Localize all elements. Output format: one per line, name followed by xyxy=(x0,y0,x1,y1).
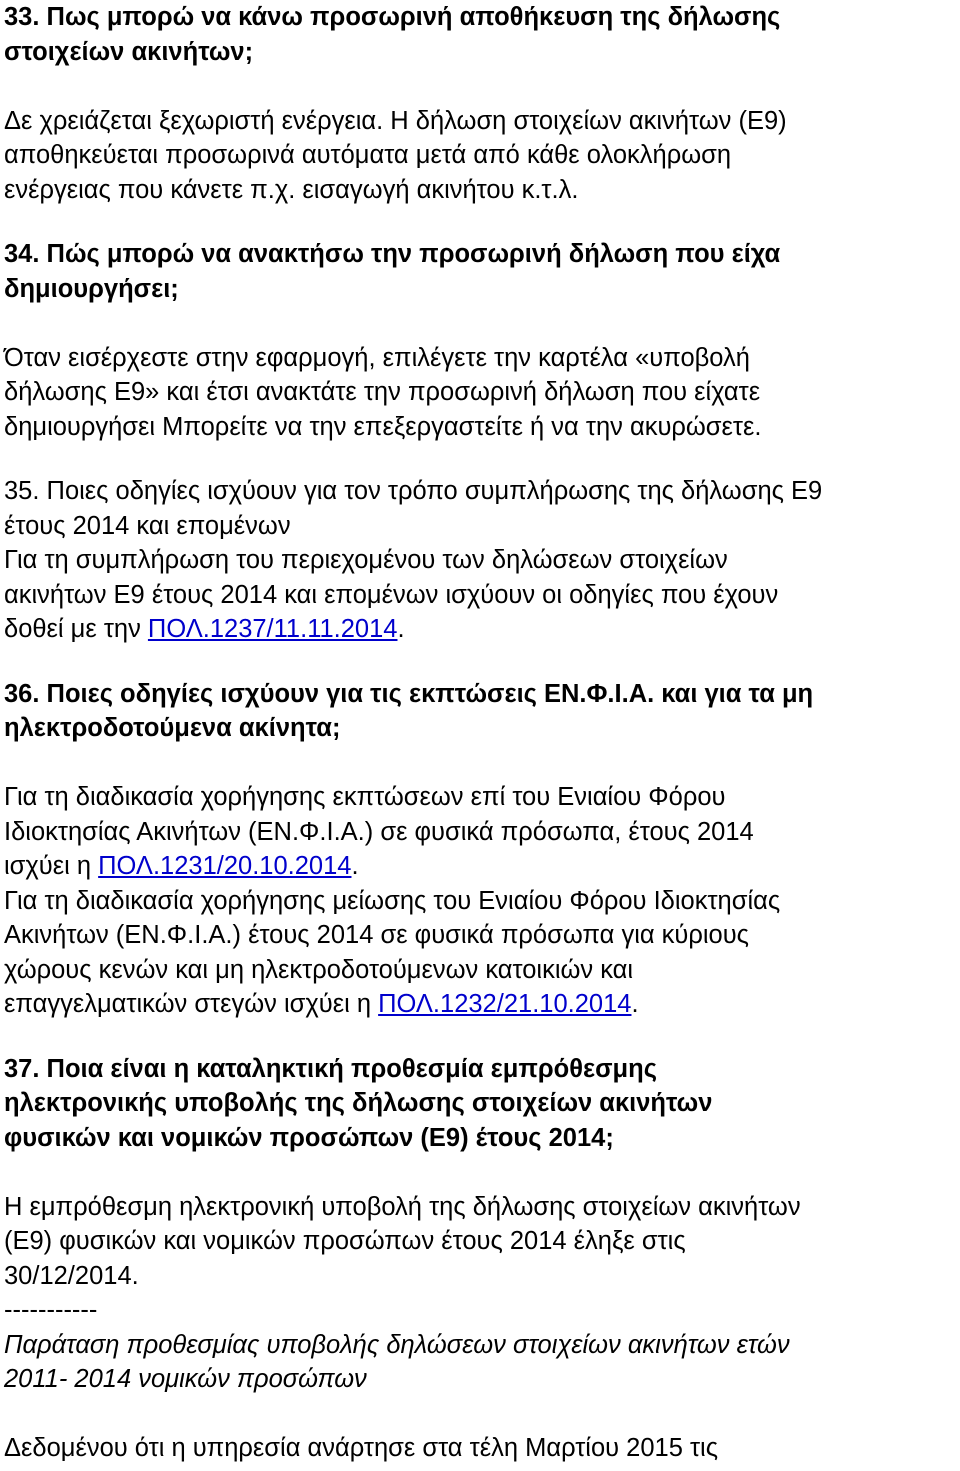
faq-33-question xyxy=(4,0,960,69)
faq-33-question-line-2: στοιχείων ακινήτων; xyxy=(4,37,254,66)
faq-37-question xyxy=(4,1052,960,1156)
faq-37-answer-line-2: (Ε9) φυσικών και νομικών προσώπων έτους 2014 έληξε στις xyxy=(4,1227,686,1255)
faq-35-question xyxy=(4,474,960,543)
faq-33-question-line-1: 33. Πως μπορώ να κάνω προσωρινή αποθήκευση της δήλωσης xyxy=(4,3,781,31)
faq-35-answer-line-3-end: . xyxy=(397,615,405,643)
faq-34 xyxy=(4,237,960,444)
faq-35-answer-line-2: ακινήτων Ε9 έτους 2014 και επομένων ισχύουν οι οδηγίες που έχουν xyxy=(4,580,779,609)
faq-37-question-line-2: ηλεκτρονικής υποβολής της δήλωσης στοιχείων ακινήτων xyxy=(4,1089,713,1117)
faq-36-answer-line-4: Για τη διαδικασία χορήγησης μείωσης του Ενιαίου Φόρου Ιδιοκτησίας xyxy=(4,886,781,915)
faq-37-question-line-1: 37. Ποια είναι η καταληκτική προθεσμία εμπρόθεσμης xyxy=(4,1054,657,1083)
extension-note-line-1: Παράταση προθεσμίας υποβολής δηλώσεων στοιχείων ακινήτων ετών xyxy=(4,1330,790,1359)
faq-36 xyxy=(4,677,960,1022)
faq-37-answer-line-1: Η εμπρόθεσμη ηλεκτρονική υποβολή της δήλωσης στοιχείων ακινήτων xyxy=(4,1192,801,1221)
faq-36-answer-line-2: Ιδιοκτησίας Ακινήτων (ΕΝ.Φ.Ι.Α.) σε φυσικά πρόσωπα, έτους 2014 xyxy=(4,817,754,846)
faq-33-answer-line-3: ενέργειας που κάνετε π.χ. εισαγωγή ακινήτου κ.τ.λ. xyxy=(4,175,579,204)
pol-1231-link[interactable]: ΠΟΛ.1231/20.10.2014 xyxy=(98,852,352,880)
faq-36-answer-line-6: χώρους κενών και μη ηλεκτροδοτούμενων κατοικιών και xyxy=(4,955,634,984)
faq-36-answer-line-5: Ακινήτων (ΕΝ.Φ.Ι.Α.) έτους 2014 σε φυσικά πρόσωπα για κύριους xyxy=(4,921,749,949)
faq-36-answer xyxy=(4,780,960,1022)
faq-35-question-line-1: 35. Ποιες οδηγίες ισχύουν για τον τρόπο συμπλήρωσης της δήλωσης Ε9 xyxy=(4,477,823,505)
faq-34-question xyxy=(4,237,960,306)
faq-37-answer xyxy=(4,1190,960,1328)
faq-35-answer-line-3-text: δοθεί με την xyxy=(4,615,148,643)
extension-note-line-2: 2011- 2014 νομικών προσώπων xyxy=(4,1365,367,1393)
faq-36-answer-line-7-text: επαγγελματικών στεγών ισχύει η xyxy=(4,990,379,1018)
extension-note xyxy=(4,1328,960,1397)
faq-34-answer-line-3: δημιουργήσει Μπορείτε να την επεξεργαστείτε ή να την ακυρώσετε. xyxy=(4,412,762,441)
faq-34-answer-line-1: Όταν εισέρχεστε στην εφαρμογή, επιλέγετε την καρτέλα «υποβολή xyxy=(4,343,750,372)
closing-paragraph xyxy=(4,1431,960,1466)
faq-36-answer-line-3-text: ισχύει η xyxy=(4,852,99,880)
faq-34-answer-line-2: δήλωσης Ε9» και έτσι ανακτάτε την προσωρινή δήλωση που είχατε xyxy=(4,378,761,406)
section-divider: ----------- xyxy=(4,1296,98,1324)
faq-33 xyxy=(4,0,960,207)
faq-36-question-line-2: ηλεκτροδοτούμενα ακίνητα; xyxy=(4,714,341,742)
faq-37-question-line-3: φυσικών και νομικών προσώπων (Ε9) έτους 2014; xyxy=(4,1123,614,1152)
closing-paragraph-line-1: Δεδομένου ότι η υπηρεσία ανάρτησε στα τέλη Μαρτίου 2015 τις xyxy=(4,1434,719,1462)
faq-35-answer xyxy=(4,543,960,647)
pol-1237-link[interactable]: ΠΟΛ.1237/11.11.2014 xyxy=(147,615,398,643)
faq-35-question-line-2: έτους 2014 και επομένων xyxy=(4,511,291,540)
pol-1232-link[interactable]: ΠΟΛ.1232/21.10.2014 xyxy=(378,990,632,1018)
faq-37 xyxy=(4,1052,960,1466)
faq-33-answer-line-2: αποθηκεύεται προσωρινά αυτόματα μετά από κάθε ολοκλήρωση xyxy=(4,141,732,169)
faq-33-answer-line-1: Δε χρειάζεται ξεχωριστή ενέργεια. Η δήλωση στοιχείων ακινήτων (Ε9) xyxy=(4,106,787,135)
faq-36-question xyxy=(4,677,960,746)
faq-35-answer-line-1: Για τη συμπλήρωση του περιεχομένου των δηλώσεων στοιχείων xyxy=(4,546,728,574)
faq-36-answer-line-7-end: . xyxy=(631,990,639,1018)
faq-36-answer-line-1: Για τη διαδικασία χορήγησης εκπτώσεων επί του Ενιαίου Φόρου xyxy=(4,783,726,811)
faq-33-answer xyxy=(4,104,960,208)
faq-34-answer xyxy=(4,341,960,445)
faq-36-answer-line-3-end: . xyxy=(351,852,359,880)
faq-37-answer-line-3: 30/12/2014. xyxy=(4,1261,139,1290)
faq-34-question-line-2: δημιουργήσει; xyxy=(4,274,179,303)
faq-34-question-line-1: 34. Πώς μπορώ να ανακτήσω την προσωρινή δήλωση που είχα xyxy=(4,240,781,268)
faq-35 xyxy=(4,474,960,647)
faq-36-question-line-1: 36. Ποιες οδηγίες ισχύουν για τις εκπτώσεις ΕΝ.Φ.Ι.Α. και για τα μη xyxy=(4,679,814,708)
